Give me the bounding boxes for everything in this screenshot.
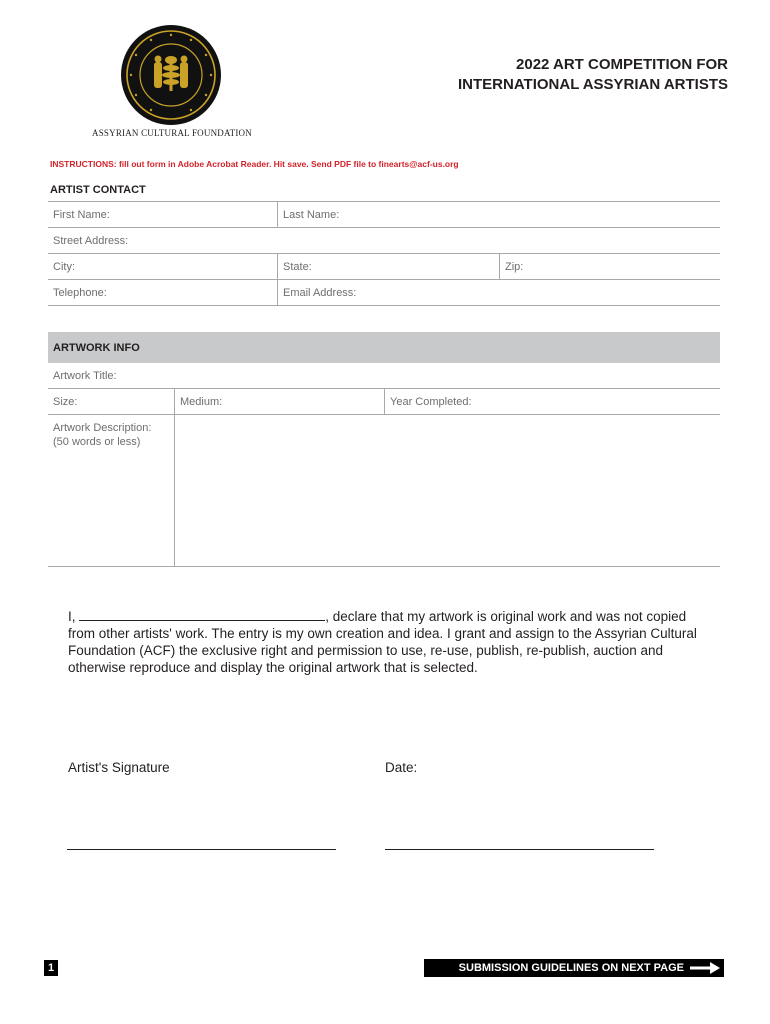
zip-field[interactable]: Zip: xyxy=(499,254,720,279)
year-completed-field[interactable]: Year Completed: xyxy=(384,389,720,414)
street-address-field[interactable]: Street Address: xyxy=(53,235,129,247)
telephone-field[interactable]: Telephone: xyxy=(53,287,107,299)
first-name-field[interactable]: First Name: xyxy=(53,209,110,221)
title-line-2: INTERNATIONAL ASSYRIAN ARTISTS xyxy=(457,76,728,93)
contact-row-street xyxy=(48,228,720,254)
page-number: 1 xyxy=(44,960,58,976)
last-name-field[interactable]: Last Name: xyxy=(277,202,720,227)
description-label-line-1: Artwork Description: xyxy=(53,422,152,434)
artwork-title-field[interactable]: Artwork Title: xyxy=(53,370,117,382)
size-field[interactable]: Size: xyxy=(53,396,78,408)
artwork-description-field[interactable] xyxy=(174,415,720,566)
declaration-prefix: I, xyxy=(68,609,76,624)
seal-emblem-icon xyxy=(120,24,222,126)
contact-row-name xyxy=(48,202,720,228)
artwork-row-details xyxy=(48,389,720,415)
artwork-row-description xyxy=(48,415,720,567)
logo-text: ASSYRIAN CULTURAL FOUNDATION xyxy=(92,128,252,138)
instructions-text: INSTRUCTIONS: fill out form in Adobe Acrobat Reader. Hit save. Send PDF file to finearts@acf-us.org xyxy=(50,159,459,169)
title-line-1: 2022 ART COMPETITION FOR xyxy=(516,56,728,73)
description-label-line-2: (50 words or less) xyxy=(53,436,141,448)
contact-row-city xyxy=(48,254,720,280)
email-field[interactable]: Email Address: xyxy=(277,280,720,305)
artwork-description-label xyxy=(48,415,174,566)
next-page-banner xyxy=(424,959,724,977)
artwork-info-heading: ARTWORK INFO xyxy=(53,342,140,354)
artist-contact-heading: ARTIST CONTACT xyxy=(50,184,146,196)
page-title xyxy=(458,55,728,95)
declarant-name-field[interactable] xyxy=(79,609,325,621)
arrow-right-icon xyxy=(690,962,720,974)
state-field[interactable]: State: xyxy=(277,254,499,279)
declaration-text xyxy=(68,608,708,676)
artwork-info-header xyxy=(48,332,720,363)
artist-signature-field[interactable] xyxy=(67,849,336,850)
artwork-info-form xyxy=(48,363,720,567)
artist-contact-form xyxy=(48,201,720,306)
declaration-body: , declare that my artwork is original work and was not copied from other artists' work. The entry is my own creation and idea. I grant and assign to the Assyrian Cultural Foundation (ACF) the exclusive right and permission to use, re-use, publish, re-publish, auction and otherwise reproduce and display the original artwork that is selected. xyxy=(68,609,697,675)
medium-field[interactable]: Medium: xyxy=(174,389,384,414)
artwork-row-title xyxy=(48,363,720,389)
next-page-label: SUBMISSION GUIDELINES ON NEXT PAGE xyxy=(458,962,684,974)
city-field[interactable]: City: xyxy=(53,261,75,273)
contact-row-phone xyxy=(48,280,720,306)
artist-signature-label: Artist's Signature xyxy=(68,760,170,775)
date-label: Date: xyxy=(385,760,418,775)
date-field[interactable] xyxy=(385,849,654,850)
